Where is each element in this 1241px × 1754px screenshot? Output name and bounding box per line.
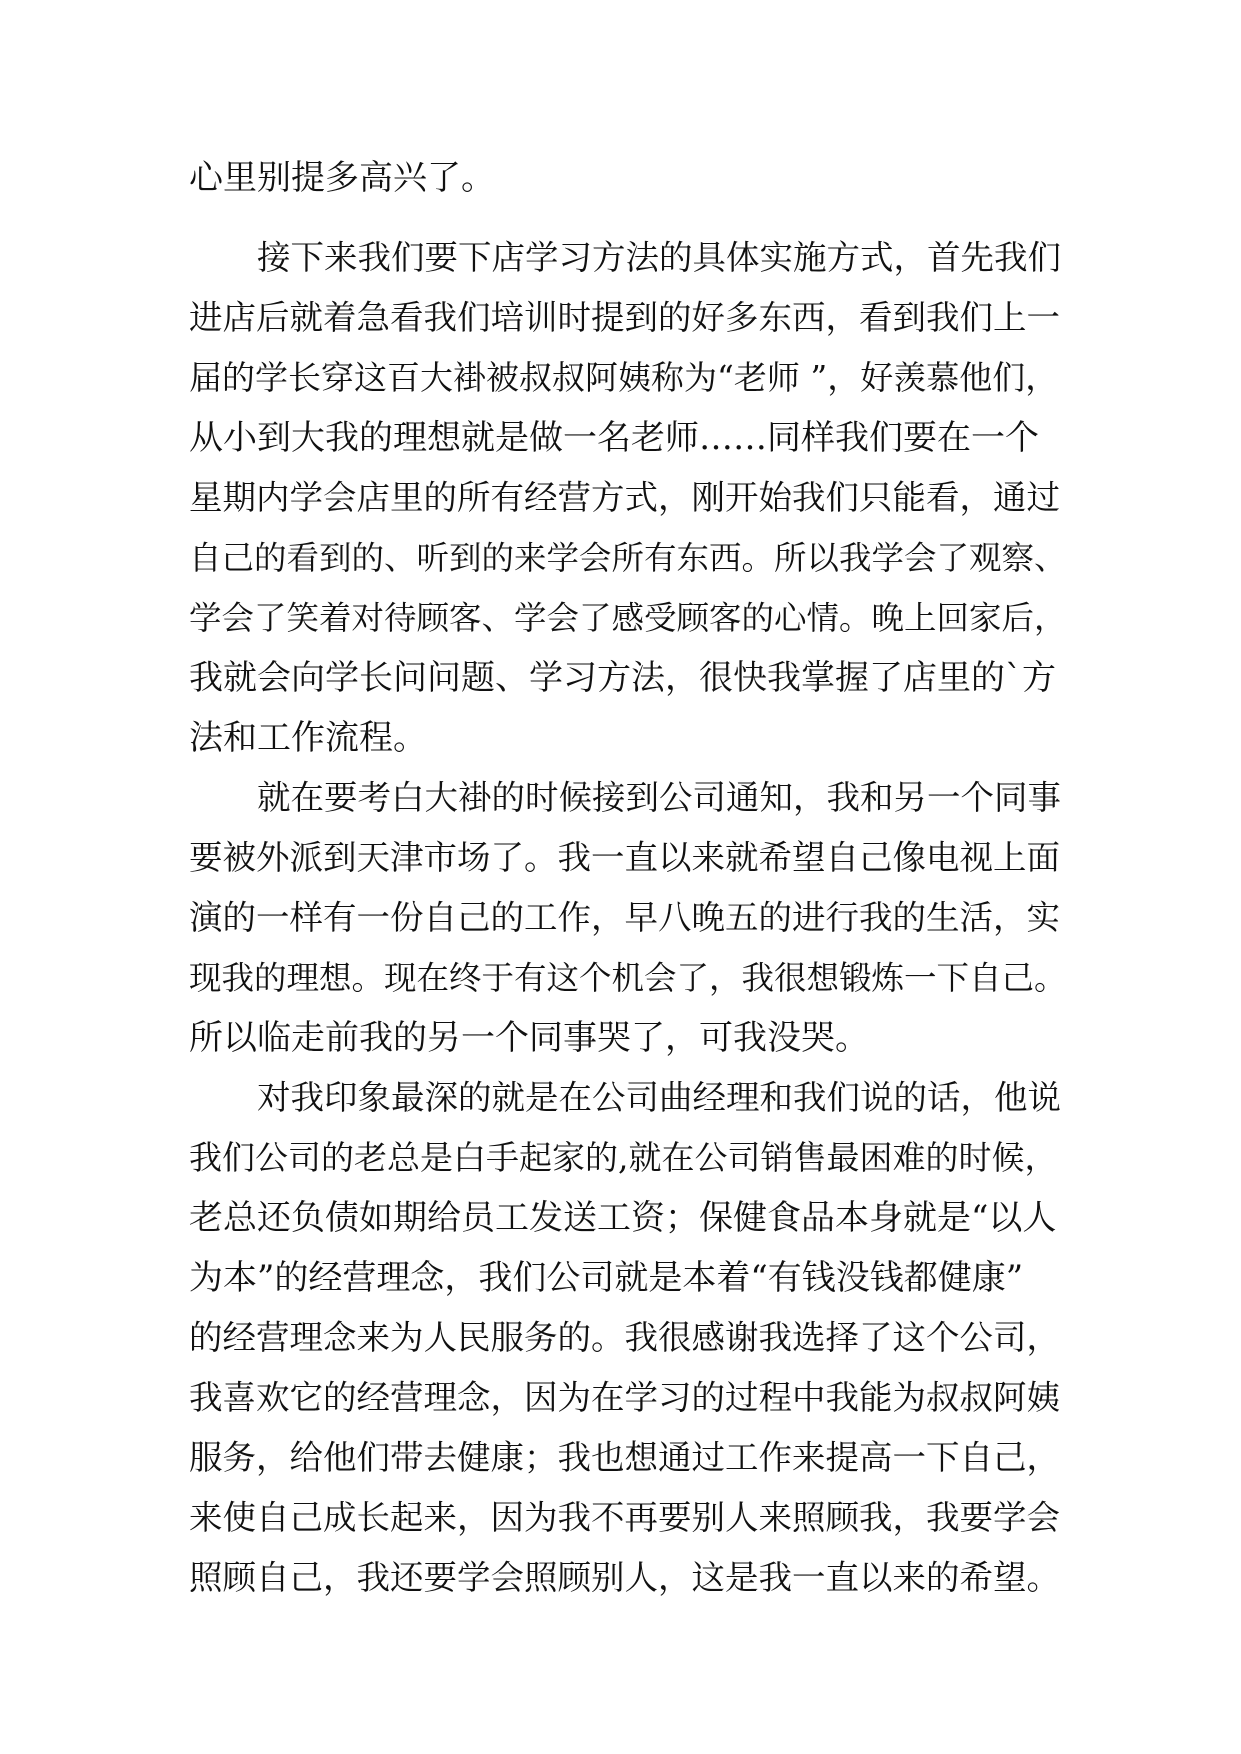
text-line: 自己的看到的、听到的来学会所有东西。所以我学会了观察、 — [189, 539, 1067, 577]
text-line: 我喜欢它的经营理念，因为在学习的过程中我能为叔叔阿姨 — [189, 1378, 1060, 1417]
text-line: 星期内学会店里的所有经营方式，刚开始我们只能看，通过 — [189, 478, 1060, 517]
text-line: 我们公司的老总是白手起家的,就在公司销售最困难的时候， — [189, 1138, 1058, 1177]
text-line: 接下来我们要下店学习方法的具体实施方式，首先我们 — [257, 238, 1061, 277]
text-line: 的经营理念来为人民服务的。我很感谢我选择了这个公司， — [189, 1318, 1060, 1357]
text-line: 进店后就着急看我们培训时提到的好多东西，看到我们上一 — [189, 298, 1060, 337]
text-line: 法和工作流程。 — [189, 718, 427, 758]
text-line: 老总还负债如期给员工发送工资；保健食品本身就是“以人 — [189, 1198, 1057, 1238]
text-line: 就在要考白大褂的时候接到公司通知，我和另一个同事 — [257, 778, 1061, 817]
text-line: 从小到大我的理想就是做一名老师……同样我们要在一个 — [189, 418, 1039, 458]
text-line: 届的学长穿这百大褂被叔叔阿姨称为“老师 ”，好羡慕他们， — [189, 358, 1059, 397]
text-line: 心里别提多高兴了。 — [189, 158, 495, 198]
text-line: 为本”的经营理念，我们公司就是本着“有钱没钱都健康” — [189, 1258, 1024, 1298]
text-line: 现我的理想。现在终于有这个机会了，我很想锻炼一下自己。 — [189, 959, 1067, 997]
text-line: 所以临走前我的另一个同事哭了，可我没哭。 — [189, 1018, 869, 1058]
text-line: 演的一样有一份自己的工作，早八晚五的进行我的生活，实 — [189, 898, 1060, 937]
text-line: 我就会向学长问问题、学习方法，很快我掌握了店里的`方 — [189, 658, 1056, 698]
text-line: 学会了笑着对待顾客、学会了感受顾客的心情。晚上回家后， — [189, 599, 1067, 637]
text-line: 对我印象最深的就是在公司曲经理和我们说的话，他说 — [257, 1078, 1061, 1117]
text-line: 照顾自己，我还要学会照顾别人，这是我一直以来的希望。 — [189, 1558, 1060, 1597]
text-line: 要被外派到天津市场了。我一直以来就希望自己像电视上面 — [189, 838, 1060, 877]
text-line: 来使自己成长起来，因为我不再要别人来照顾我，我要学会 — [189, 1498, 1060, 1537]
text-line: 服务，给他们带去健康；我也想通过工作来提高一下自己， — [189, 1438, 1060, 1477]
